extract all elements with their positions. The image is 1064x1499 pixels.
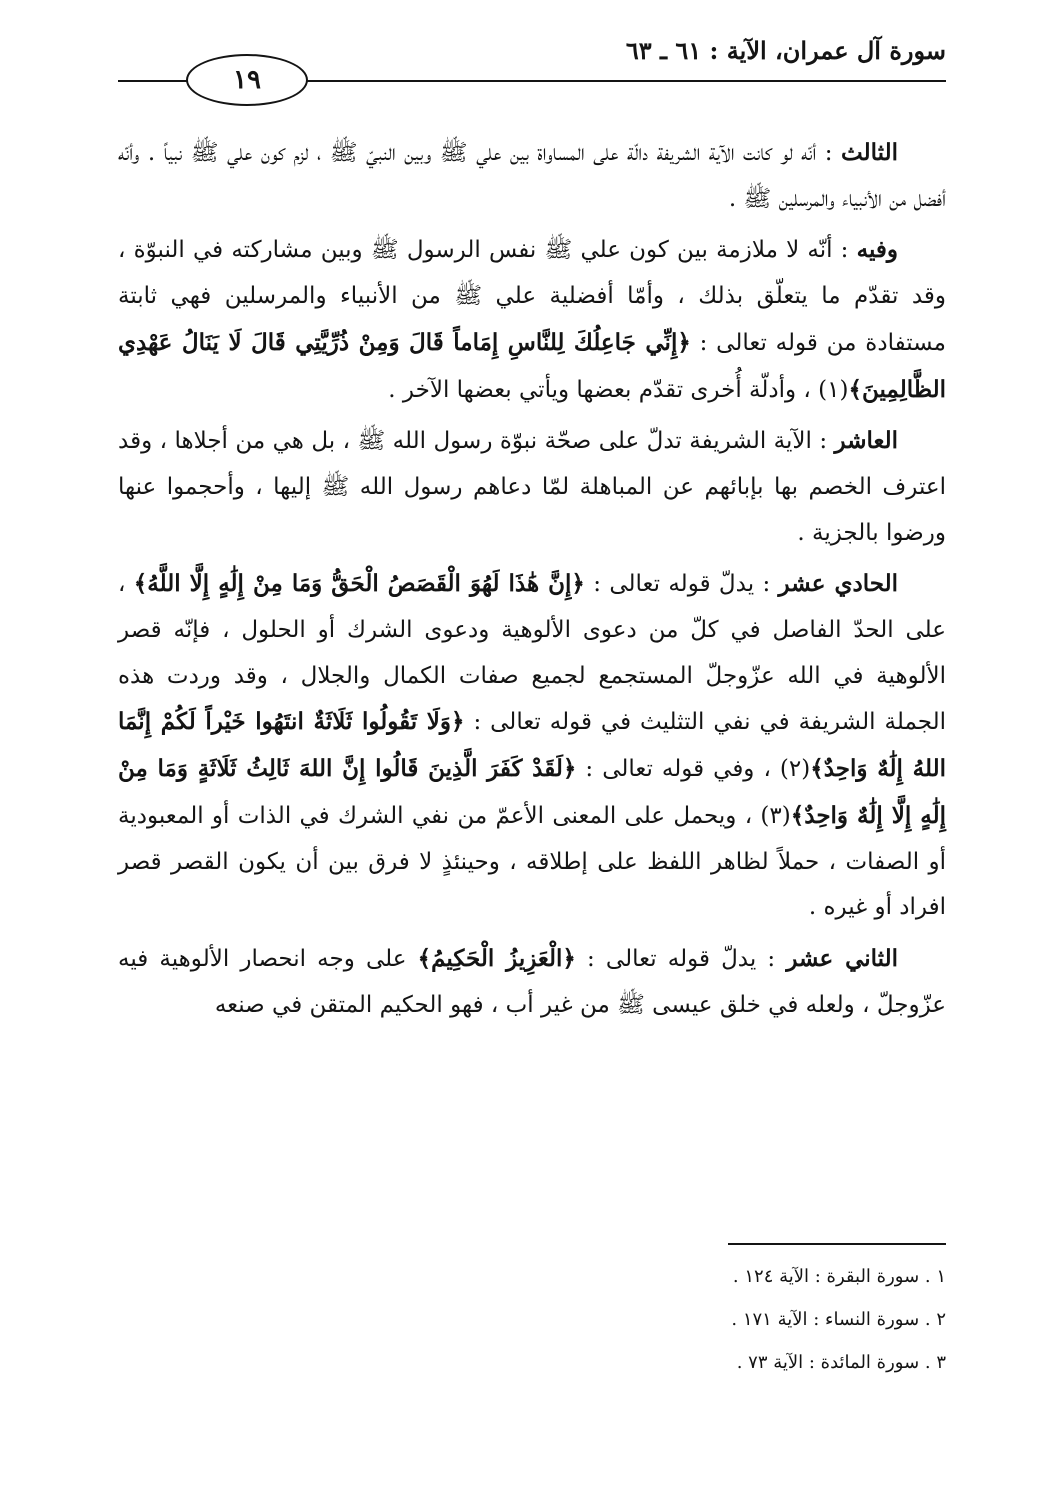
section-label: العاشر <box>834 427 898 455</box>
paragraph-text: (٢) ، وفي قوله تعالى : <box>576 756 811 783</box>
page-number: ١٩ <box>186 54 308 106</box>
quran-quote: ﴿وَلَا تَقُولُوا ثَلَاثَةٌ انتَهُوا خَيْراً لَكُمْ إِنَّمَا اللهُ إِلَٰهٌ وَاحِدٌ﴾ <box>118 708 946 783</box>
quran-quote: ﴿لَقَدْ كَفَرَ الَّذِينَ قَالُوا إِنَّ اللهَ ثَالِثُ ثَلَاثَةٍ وَمَا مِنْ إِلَٰهٍ إِلَّا إِلَٰهٌ وَاحِدٌ﴾ <box>118 755 946 829</box>
section-label: الثاني عشر <box>786 944 898 972</box>
paragraph-text: : يدلّ قوله تعالى : <box>575 945 787 972</box>
page-header <box>118 36 946 96</box>
paragraph-text: (٣) ، ويحمل على المعنى الأعمّ من نفي الشرك في الذات أو المعبودية أو الصفات ، حملاً لظاهر اللفظ على إطلاقه ، وحينئذٍ لا فرق بين أن يكون القصر قصر افراد أو غيره . <box>118 802 946 921</box>
main-text <box>118 130 946 1033</box>
quran-quote: ﴿إِنِّي جَاعِلُكَ لِلنَّاسِ إِمَاماً قَالَ وَمِنْ ذُرِّيَّتِي قَالَ لَا يَنَالُ عَهْدِي الظَّالِمِينَ﴾ <box>118 328 946 403</box>
paragraph-text: : أنّه لا ملازمة بين كون علي ﷺ نفس الرسول ﷺ وبين مشاركته في النبوّة ، وقد تقدّم ما يتعلّق بذلك ، وأمّا أفضلية علي ﷺ من الأنبياء والمرسلين فهي ثابتة مستفادة من قوله تعالى : <box>118 237 947 356</box>
section-label: الحادي عشر <box>778 570 899 598</box>
footnote: ١ . سورة البقرة : الآية ١٢٤ . <box>732 1266 946 1287</box>
paragraph-text: على وجه انحصار الألوهية فيه عزّوجلّ ، ولعله في خلق عيسى ﷺ من غير أب ، فهو الحكيم المتقن في صنعه <box>118 945 946 1018</box>
paragraph <box>118 418 946 556</box>
quran-quote: ﴿إِنَّ هَٰذَا لَهُوَ الْقَصَصُ الْحَقُّ وَمَا مِنْ إِلَٰهٍ إِلَّا اللَّهُ﴾ <box>133 570 585 598</box>
footnote-rule <box>728 1243 946 1245</box>
paragraph <box>118 130 946 222</box>
footnote: ٣ . سورة المائدة : الآية ٧٣ . <box>736 1352 946 1373</box>
paragraph-text: : يدلّ قوله تعالى : <box>584 571 779 598</box>
footnote: ٢ . سورة النساء : الآية ١٧١ . <box>731 1309 946 1330</box>
paragraph <box>118 227 946 413</box>
paragraph <box>118 561 946 931</box>
section-label: الثالث <box>841 139 898 166</box>
paragraph-text: : أنّه لو كانت الآية الشريفة دالّة على المساواة بين علي ﷺ وبين النبيّ ﷺ ، لزم كون علي ﷺ نبياً . وأنّه أفضل من الأنبياء والمرسلين ﷺ . <box>118 140 946 212</box>
paragraph-text: : الآية الشريفة تدلّ على صحّة نبوّة رسول الله ﷺ ، بل هي من أجلاها ، وقد اعترف الخصم بها بإبائهم عن المباهلة لمّا دعاهم رسول الله ﷺ إليها ، وأحجموا عنها ورضوا بالجزية . <box>118 428 946 546</box>
paragraph-text: (١) ، وأدلّة أُخرى تقدّم بعضها ويأتي بعضها الآخر . <box>388 376 849 403</box>
quran-quote: ﴿الْعَزِيزُ الْحَكِيمُ﴾ <box>417 944 576 972</box>
section-label: وفيه <box>856 236 898 264</box>
paragraph-text: ، على الحدّ الفاصل في كلّ من دعوى الألوهية ودعوى الشرك أو الحلول ، فإنّه قصر الألوهية في الله عزّوجلّ المستجمع لجميع صفات الكمال والجلال ، وقد وردت هذه الجملة الشريفة في نفي التثليث في قوله تعالى : <box>118 571 946 736</box>
footnotes <box>118 1262 946 1391</box>
paragraph <box>118 936 946 1028</box>
running-head: سورة آل عمران، الآية : ٦١ ـ ٦٣ <box>625 36 946 65</box>
